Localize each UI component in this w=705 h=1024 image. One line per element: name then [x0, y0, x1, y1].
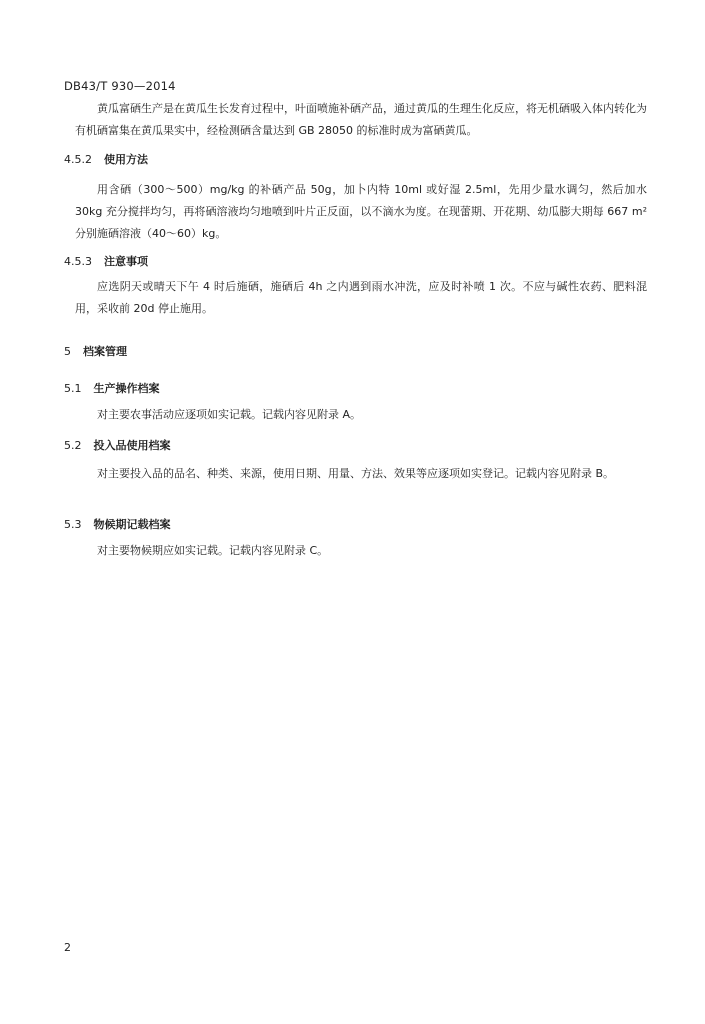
precautions-paragraph: 应选阴天或晴天下午 4 时后施硒，施硒后 4h 之内遇到雨水冲洗，应及时补喷 1 次。不应与碱性农药、肥料混用，采收前 20d 停止施用。 [75, 280, 647, 315]
heading-4-5-3 [64, 253, 148, 269]
heading-number: 4.5.3 [64, 255, 92, 268]
usage-paragraph: 用含硒（300～500）mg/kg 的补硒产品 50g，加卜内特 10ml 或好湿 2.5ml，先用少量水调匀，然后加水 30kg 充分搅拌均匀，再将硒溶液均匀地喷到叶片正反面，以不滴水为度。在现蕾期、开花期、幼瓜膨大期每 667 m²分别施硒溶液（40～60）kg。 [75, 183, 647, 240]
heading-number: 5.2 [64, 439, 82, 452]
heading-5-1 [64, 380, 160, 396]
heading-title: 注意事项 [104, 255, 148, 268]
page-number: 2 [64, 941, 71, 954]
heading-title: 档案管理 [83, 345, 127, 358]
document-id: DB43/T 930—2014 [64, 79, 176, 93]
intro-paragraph: 黄瓜富硒生产是在黄瓜生长发育过程中，叶面喷施补硒产品，通过黄瓜的生理生化反应，将无机硒吸入体内转化为有机硒富集在黄瓜果实中，经检测硒含量达到 GB 28050 的标准时成为富硒黄瓜。 [75, 102, 647, 137]
heading-number: 5.1 [64, 382, 82, 395]
heading-5-2 [64, 437, 171, 453]
heading-number: 4.5.2 [64, 153, 92, 166]
heading-title: 物候期记载档案 [93, 518, 171, 531]
heading-4-5-2 [64, 151, 148, 167]
heading-title: 生产操作档案 [93, 382, 160, 395]
heading-5-3 [64, 516, 171, 532]
record-paragraph-b: 对主要投入品的品名、种类、来源，使用日期、用量、方法、效果等应逐项如实登记。记载内容见附录 B。 [97, 467, 615, 480]
heading-5 [64, 343, 127, 359]
record-paragraph-a: 对主要农事活动应逐项如实记载。记载内容见附录 A。 [97, 408, 362, 421]
heading-number: 5 [64, 345, 71, 358]
heading-title: 使用方法 [104, 153, 148, 166]
heading-number: 5.3 [64, 518, 82, 531]
record-paragraph-c: 对主要物候期应如实记载。记载内容见附录 C。 [97, 544, 329, 557]
heading-title: 投入品使用档案 [93, 439, 171, 452]
